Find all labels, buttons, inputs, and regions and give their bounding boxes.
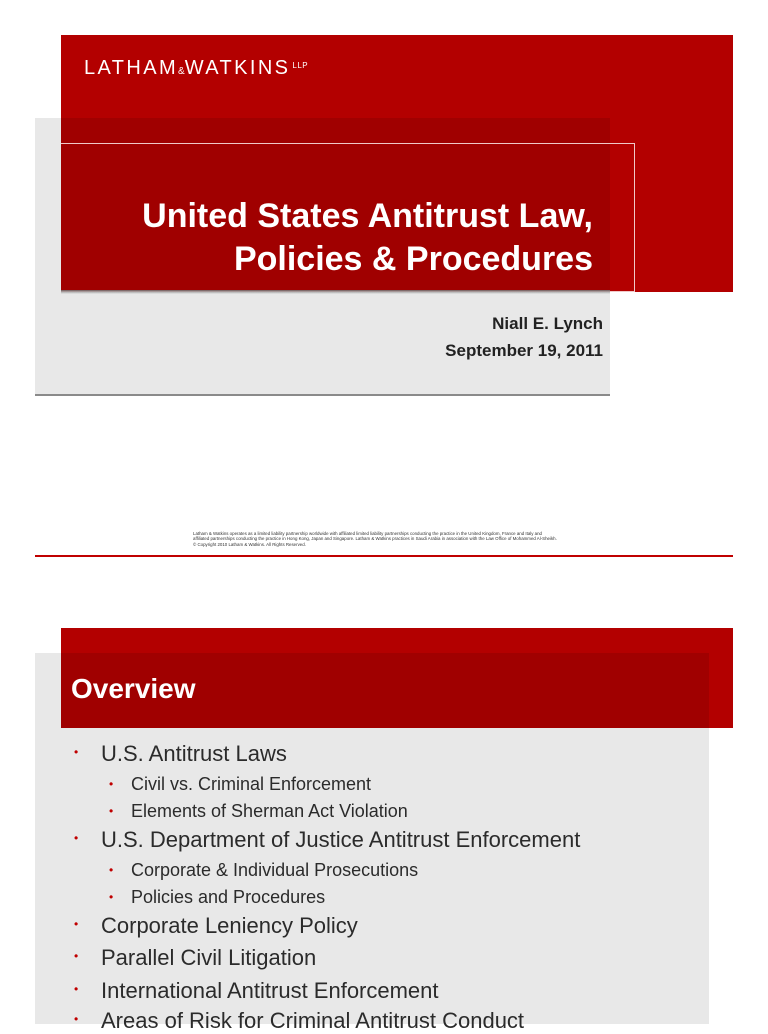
bullet-text: U.S. Department of Justice Antitrust Enforcement: [101, 827, 581, 852]
disclaimer-line: © Copyright 2010 Latham & Watkins. All Rights Reserved.: [193, 541, 306, 547]
bullet-item: [74, 741, 287, 767]
slide1-title-line2: Policies & Procedures: [233, 240, 593, 278]
bullet-icon: •: [74, 982, 79, 996]
presentation-date: September 19, 2011: [445, 341, 603, 360]
bullet-text: Corporate Leniency Policy: [101, 913, 358, 938]
bullet-text: Policies and Procedures: [131, 887, 326, 907]
bullet-icon: •: [74, 831, 79, 845]
bullet-text: International Antitrust Enforcement: [101, 978, 439, 1003]
bullet-icon: •: [74, 917, 79, 931]
bullet-text: Areas of Risk for Criminal Antitrust Conduct: [101, 1008, 525, 1033]
sub-bullet-item: [109, 801, 408, 822]
bullet-item: [74, 1008, 525, 1034]
sub-bullet-item: [109, 774, 372, 795]
legal-disclaimer: [193, 531, 613, 547]
latham-watkins-logo: [84, 57, 308, 80]
slide1-title: [70, 195, 593, 281]
bullet-icon: •: [109, 890, 114, 904]
disclaimer-line: affiliated partnerships conducting the practice in Hong Kong, Japan and Singapore. Latham & Watkins practices in Saudi Arabia in association with the Law Office of Mohammed Al-Sheikh.: [193, 536, 557, 542]
sub-bullet-item: [109, 887, 326, 908]
sub-bullet-item: [109, 860, 419, 881]
bullet-text: Elements of Sherman Act Violation: [131, 801, 408, 821]
presenter-name: Niall E. Lynch: [492, 314, 603, 333]
bullet-icon: •: [109, 804, 114, 818]
bullet-icon: •: [74, 1012, 79, 1026]
logo-llp: LLP: [292, 61, 309, 70]
bullet-item: [74, 913, 358, 939]
slide1-title-shadow: [61, 290, 610, 294]
logo-latham: LATHAM: [84, 57, 179, 79]
bullet-icon: •: [74, 949, 79, 963]
slide-divider: [35, 555, 733, 557]
bullet-item: [74, 827, 581, 853]
slide1-title-line1: United States Antitrust Law,: [142, 197, 593, 235]
disclaimer-line: Latham & Watkins operates as a limited liability partnership worldwide with affiliated limited liability partnerships conducting the practice in the United Kingdom, France and Italy and: [193, 531, 542, 536]
bullet-text: Parallel Civil Litigation: [101, 945, 317, 970]
bullet-text: Civil vs. Criminal Enforcement: [131, 774, 372, 794]
bullet-icon: •: [74, 745, 79, 759]
logo-ampersand: &: [178, 66, 185, 77]
bullet-icon: •: [109, 863, 114, 877]
bullet-icon: •: [109, 777, 114, 791]
bullet-text: U.S. Antitrust Laws: [101, 741, 287, 766]
slide2-title: Overview: [71, 673, 196, 704]
bullet-item: [74, 978, 439, 1004]
bullet-text: Corporate & Individual Prosecutions: [131, 860, 419, 880]
logo-watkins: WATKINS: [184, 57, 291, 79]
bullet-item: [74, 945, 317, 971]
